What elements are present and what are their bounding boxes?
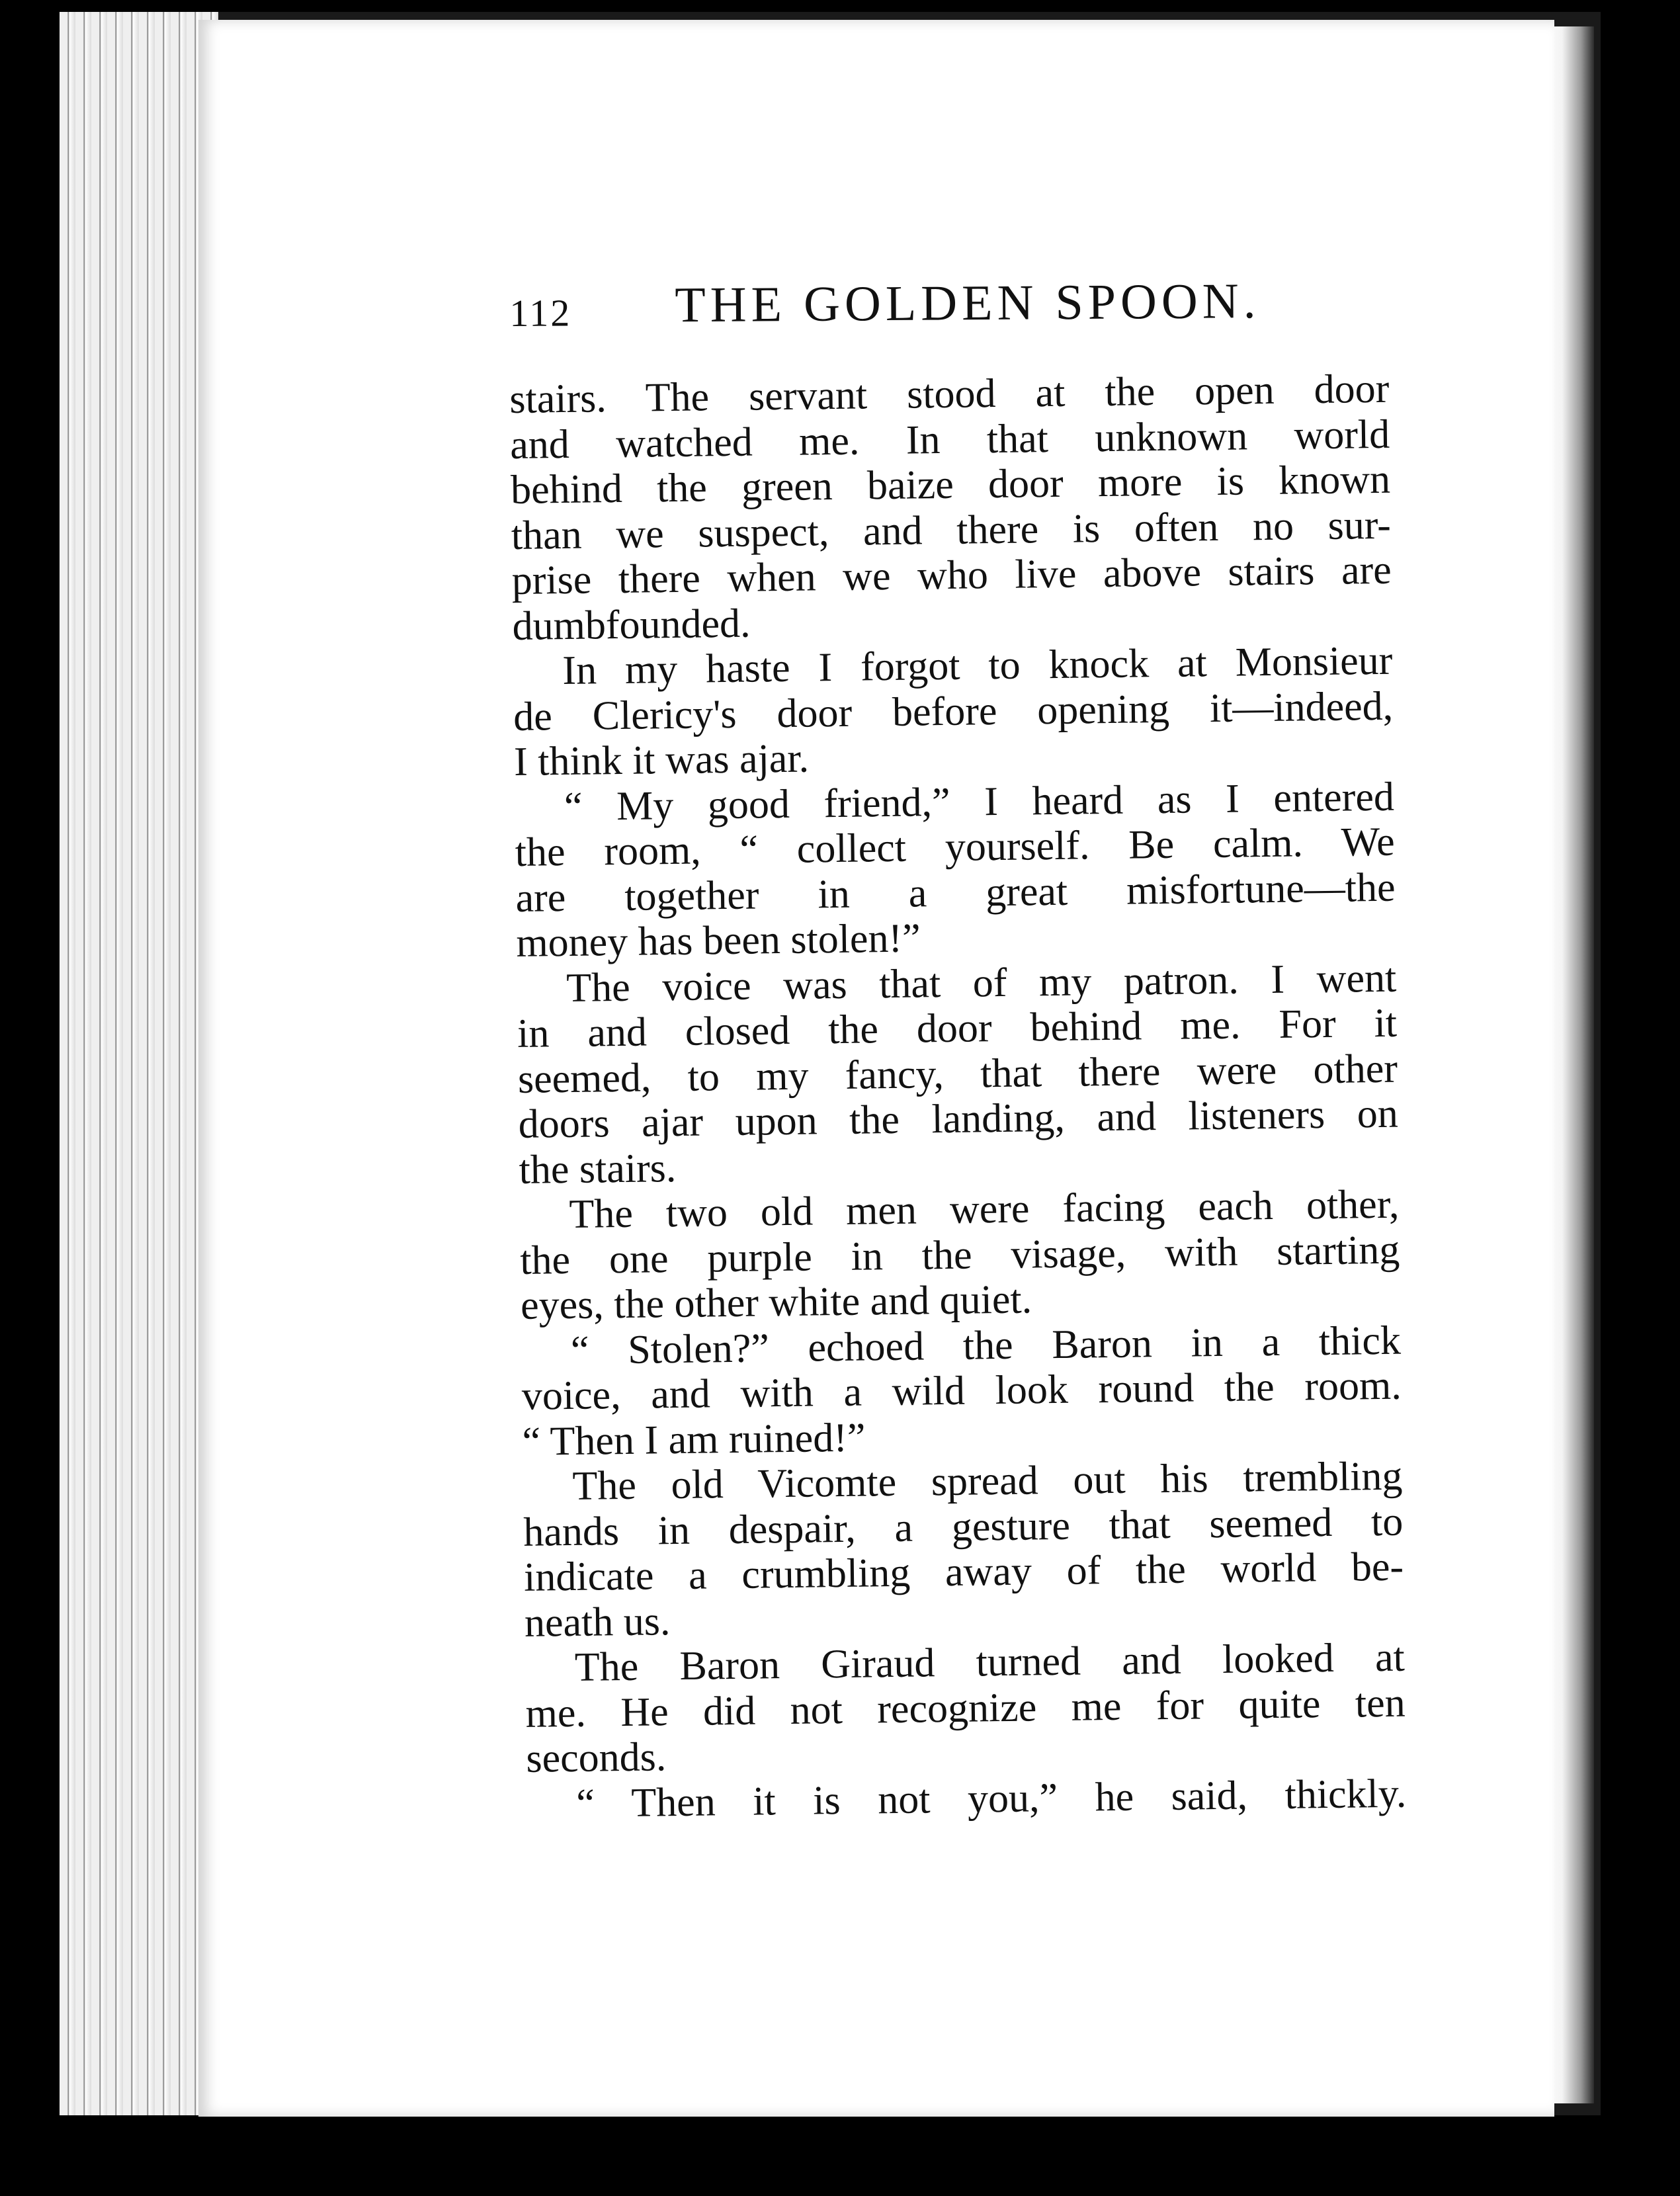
page-header (509, 273, 1271, 351)
text-line: in and closed the door behind me. For it (517, 1000, 1398, 1056)
text-line: voice, and with a wild look round the room. (521, 1363, 1402, 1419)
text-line: I think it was ajar. (513, 736, 810, 784)
text-line: and watched me. In that unknown world (509, 411, 1390, 468)
text-line: doors ajar upon the landing, and listeners on (518, 1091, 1399, 1147)
text-line: indicate a crumbling away of the world be- (523, 1544, 1404, 1600)
text-line: money has been stolen!” (516, 915, 921, 966)
text-line: “ Then I am ruined!” (522, 1415, 866, 1464)
text-line: neath us. (524, 1598, 671, 1646)
text-line: the room, “ collect yourself. Be calm. We (515, 819, 1396, 875)
text-line: The two old men were facing each other, (569, 1181, 1400, 1237)
running-title: THE GOLDEN SPOON. (675, 273, 1261, 333)
text-line: stairs. The servant stood at the open door (509, 366, 1390, 422)
text-line: hands in despair, a gesture that seemed to (523, 1499, 1404, 1555)
text-line: de Clericy's door before opening it—indeed, (513, 683, 1394, 739)
text-line: prise there when we who live above stairs are (511, 547, 1392, 603)
text-line: dumbfounded. (512, 601, 751, 649)
text-line: In my haste I forgot to knock at Monsieur (562, 638, 1393, 694)
text-line: “ Then it is not you,” he said, thickly. (575, 1771, 1407, 1826)
text-line: behind the green baize door more is known (510, 456, 1391, 513)
text-line: The old Vicomte spread out his trembling (572, 1453, 1403, 1509)
body-text (509, 366, 1407, 1827)
text-line: seconds. (526, 1734, 667, 1781)
text-line: The voice was that of my patron. I went (566, 955, 1397, 1011)
page-number: 112 (509, 291, 572, 335)
text-line: seemed, to my fancy, that there were other (517, 1046, 1398, 1102)
text-line: are together in a great misfortune—the (515, 865, 1396, 921)
page-stack-edge-left (60, 12, 218, 2115)
text-line: “ My good friend,” I heard as I entered (564, 774, 1395, 829)
text-line: me. He did not recognize me for quite ten (525, 1680, 1406, 1736)
text-line: the one purple in the visage, with starting (519, 1227, 1400, 1283)
text-line: eyes, the other white and quiet. (520, 1277, 1032, 1328)
text-line: “ Stolen?” echoed the Baron in a thick (570, 1318, 1402, 1373)
text-line: than we suspect, and there is often no sur- (511, 502, 1392, 558)
text-line: the stairs. (519, 1145, 677, 1193)
text-line: The Baron Giraud turned and looked at (574, 1634, 1406, 1690)
